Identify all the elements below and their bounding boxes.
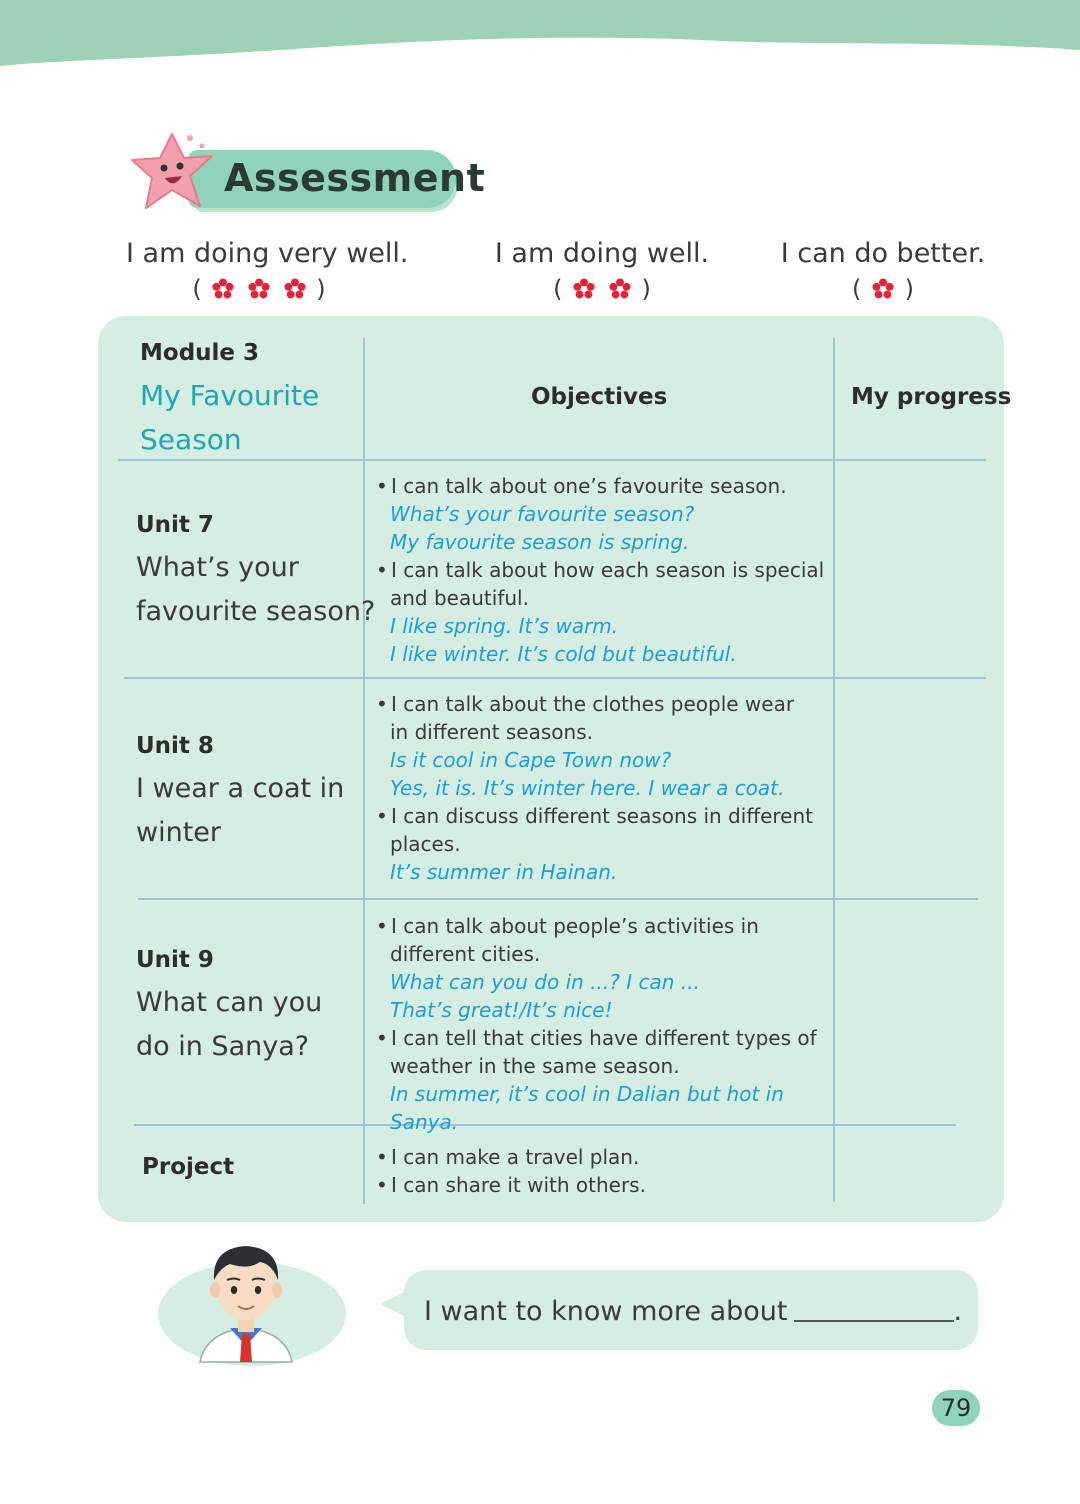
example-sentence: I like spring. It’s warm. xyxy=(390,614,619,638)
project-label: Project xyxy=(142,1154,235,1180)
close-paren: ) xyxy=(316,275,326,303)
objective-bullet: • I can talk about people’s activities in xyxy=(376,912,836,940)
flower-icon xyxy=(284,278,306,300)
flower-icon xyxy=(212,278,234,300)
project-objectives xyxy=(376,1143,836,1199)
module-title-line-1: My Favourite xyxy=(140,379,320,412)
speech-prompt: I want to know more about xyxy=(424,1296,788,1327)
example-sentence: That’s great!/It’s nice! xyxy=(390,998,613,1022)
boy-character-icon xyxy=(186,1234,306,1364)
unit-7-objectives xyxy=(376,472,836,668)
objective-bullet: • I can discuss different seasons in different xyxy=(376,802,836,830)
flower-icon xyxy=(248,278,270,300)
unit-7-title-line-1: What’s your xyxy=(136,552,299,583)
rating-label: I am doing very well. xyxy=(126,238,409,269)
flower-icon xyxy=(573,278,595,300)
objective-bullet: • I can talk about the clothes people wear xyxy=(376,690,836,718)
example-sentence: What’s your favourite season? xyxy=(390,502,695,526)
flower-icon xyxy=(872,278,894,300)
assessment-heading xyxy=(128,128,486,218)
flower-icon xyxy=(609,278,631,300)
objective-continuation: weather in the same season. xyxy=(390,1054,680,1078)
example-sentence: Is it cool in Cape Town now? xyxy=(390,748,672,772)
my-progress-header: My progress xyxy=(851,384,1012,410)
rating-better xyxy=(780,238,986,303)
example-sentence: What can you do in ...? I can ... xyxy=(390,970,700,994)
rating-marks xyxy=(126,275,392,303)
answer-blank[interactable] xyxy=(794,1320,954,1322)
close-paren: ) xyxy=(641,275,651,303)
row-divider xyxy=(118,459,986,461)
unit-9-title-line-1: What can you xyxy=(136,987,323,1018)
example-sentence: In summer, it’s cool in Dalian but hot in Sanya. xyxy=(390,1082,784,1134)
module-label: Module 3 xyxy=(140,340,260,366)
rating-marks xyxy=(492,275,712,303)
example-sentence: It’s summer in Hainan. xyxy=(390,860,618,884)
objective-bullet: • I can talk about one’s favourite season. xyxy=(376,472,836,500)
rating-well xyxy=(492,238,712,303)
column-divider xyxy=(363,338,365,1204)
objective-bullet: • I can make a travel plan. xyxy=(376,1143,836,1171)
speech-bubble-text xyxy=(424,1296,962,1327)
unit-7-title-line-2: favourite season? xyxy=(136,596,376,627)
example-sentence: My favourite season is spring. xyxy=(390,530,690,554)
rating-marks xyxy=(780,275,986,303)
row-divider xyxy=(138,898,978,900)
unit-9-title-line-2: do in Sanya? xyxy=(136,1031,310,1062)
unit-9-objectives xyxy=(376,912,836,1136)
unit-8-title-line-2: winter xyxy=(136,817,221,848)
open-paren: ( xyxy=(192,275,202,303)
page-number: 79 xyxy=(932,1390,980,1426)
objective-bullet: • I can tell that cities have different types of xyxy=(376,1024,836,1052)
top-wave-band xyxy=(0,0,1080,70)
speech-end-period: . xyxy=(953,1296,963,1327)
rating-label: I can do better. xyxy=(780,238,986,269)
open-paren: ( xyxy=(553,275,563,303)
objective-continuation: in different seasons. xyxy=(390,720,593,744)
rating-very-well xyxy=(126,238,409,303)
example-sentence: Yes, it is. It’s winter here. I wear a coat. xyxy=(390,776,785,800)
objective-continuation: and beautiful. xyxy=(390,586,529,610)
rating-label: I am doing well. xyxy=(494,238,710,269)
starfish-mascot-icon xyxy=(128,128,218,218)
open-paren: ( xyxy=(851,275,862,303)
unit-8-objectives xyxy=(376,690,836,886)
unit-8-label: Unit 8 xyxy=(136,733,214,759)
unit-7-label: Unit 7 xyxy=(136,512,214,538)
module-title-line-2: Season xyxy=(140,423,242,456)
unit-9-label: Unit 9 xyxy=(136,947,214,973)
close-paren: ) xyxy=(904,275,915,303)
row-divider xyxy=(124,677,986,679)
objectives-header: Objectives xyxy=(531,384,668,410)
objective-bullet: • I can share it with others. xyxy=(376,1171,836,1199)
example-sentence: I like winter. It’s cold but beautiful. xyxy=(390,642,737,666)
objective-bullet: • I can talk about how each season is special xyxy=(376,556,836,584)
page-title: Assessment xyxy=(224,156,486,200)
objective-continuation: places. xyxy=(390,832,461,856)
objective-continuation: different cities. xyxy=(390,942,541,966)
unit-8-title-line-1: I wear a coat in xyxy=(136,773,345,804)
